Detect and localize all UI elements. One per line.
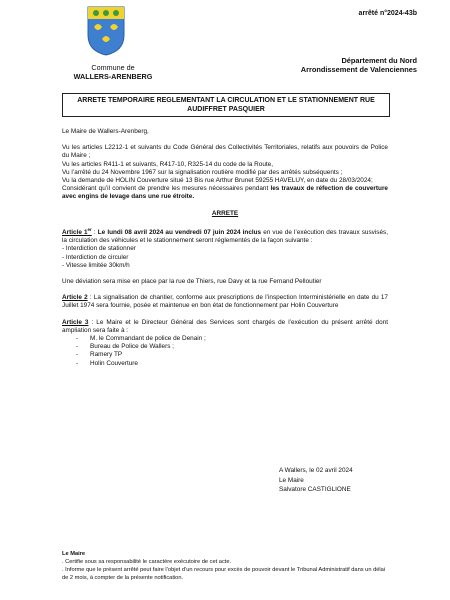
article-1-item: - Vitesse limitée 30km/h (62, 261, 130, 269)
arrete-heading: ARRETE (211, 209, 239, 217)
consideration-3: Vu l’arrêté du 24 Novembre 1967 sur la signalisation routière modifié par des arrêtés subséquents ; (62, 168, 343, 176)
footer-line-2: . Informe que le présent arrêté peut faire l’objet d’un recours pour excès de pouvoir devant le Tribunal Administratif dans un délai de 2 mois, à compter de la présente notification. (62, 567, 386, 581)
considerant-emphasis: les travaux de réfection de couverture avec engins de levage dans une rue étroite. (62, 185, 388, 201)
commune-label: Commune de (91, 63, 135, 72)
signature-role: Le Maire (279, 476, 304, 484)
article-1-label: Article 1er (62, 226, 92, 236)
consideration-4: Vu la demande de HOLIN Couverture situé 13 Bis rue Arthur Brunet 59255 HAVELUY, en date du 28/03/2024; (62, 177, 373, 185)
footer-line-1: . Certifie sous sa responsabilité le caractère exécutoire de cet acte. (62, 559, 232, 565)
list-item: - Bureau de Police de Wallers ; (76, 343, 388, 351)
footer-notice (62, 550, 388, 582)
commune-name: WALLERS-ARENBERG (73, 72, 153, 81)
department-block (247, 56, 417, 74)
arrondissement-name: Arrondissement de Valenciennes (300, 65, 417, 74)
intro-text: Le Maire de Wallers-Arenberg, (62, 128, 149, 135)
article-3-text: : Le Maire et le Directeur Général des Services sont chargés de l’exécution du présent arrêté dont ampliation sera faite à : (62, 318, 388, 334)
list-item: - M. le Commandant de police de Denain ; (76, 335, 388, 343)
signature-block (279, 466, 353, 495)
title-line-2: AUDIFFRET PASQUIER (187, 106, 265, 113)
signature-place-date: A Wallers, le 02 avril 2024 (279, 467, 353, 474)
coat-of-arms-icon (86, 5, 126, 57)
deviation-text: Une déviation sera mise en place par la rue de Thiers, rue Davy et la rue Fernand Pelloutier (62, 277, 322, 285)
title-line-1: ARRETE TEMPORAIRE REGLEMENTANT LA CIRCULATION ET LE STATIONNEMENT RUE (77, 97, 375, 104)
article-3-label: Article 3 (62, 318, 89, 326)
list-item: - Holin Couverture (76, 360, 388, 368)
list-item: - Ramery TP (76, 351, 388, 359)
article-1: Article 1er : Le lundi 08 avril 2024 au vendredi 07 juin 2024 inclus en vue de l’exécution des travaux susvisés, la circulation des véhicules et le stationnement seront réglementés de la façon suivante : (62, 226, 389, 245)
commune-block (58, 63, 168, 81)
decree-body (62, 128, 388, 368)
distribution-list (62, 335, 388, 368)
decree-title (62, 93, 390, 117)
decree-reference: arrêté n°2024-43b (358, 10, 417, 17)
article-1-text: en vue de l’exécution des travaux susvisés, la circulation des véhicules et le stationnement seront réglementés de la façon suivante : (62, 228, 389, 245)
department-name: Département du Nord (341, 56, 417, 65)
consideration-2: Vu les articles R411-1 et suivants, R417-10, R325-14 du code de la Route, (62, 160, 274, 168)
consideration-1: Vu les articles L2212-1 et suivants du Code Général des Collectivités Territoriales, relatifs aux pouvoirs de Police du Maire ; (62, 144, 388, 160)
considerant-text (62, 185, 388, 201)
article-2-label: Article 2 (62, 294, 88, 302)
signature-name: Salvatore CASTIGLIONE (279, 486, 351, 493)
article-1-item: - Interdiction de circuler (62, 253, 129, 261)
article-2 (62, 294, 388, 310)
article-1-dates: Le lundi 08 avril 2024 au vendredi 07 juin 2024 inclus (97, 228, 262, 236)
considerant-lead: Considérant qu’il convient de prendre les mesures nécessaires pendant (62, 185, 271, 193)
footer-heading: Le Maire (62, 551, 86, 557)
article-2-text: : La signalisation de chantier, conforme aux prescriptions de l’inspection Interministérielle en date du 17 Juillet 1974 sera fournie, posée et maintenue en bon état de fonctionnement par Holin Couverture (62, 294, 388, 310)
article-1-item: - Interdiction de stationner (62, 245, 136, 253)
article-3 (62, 319, 388, 335)
